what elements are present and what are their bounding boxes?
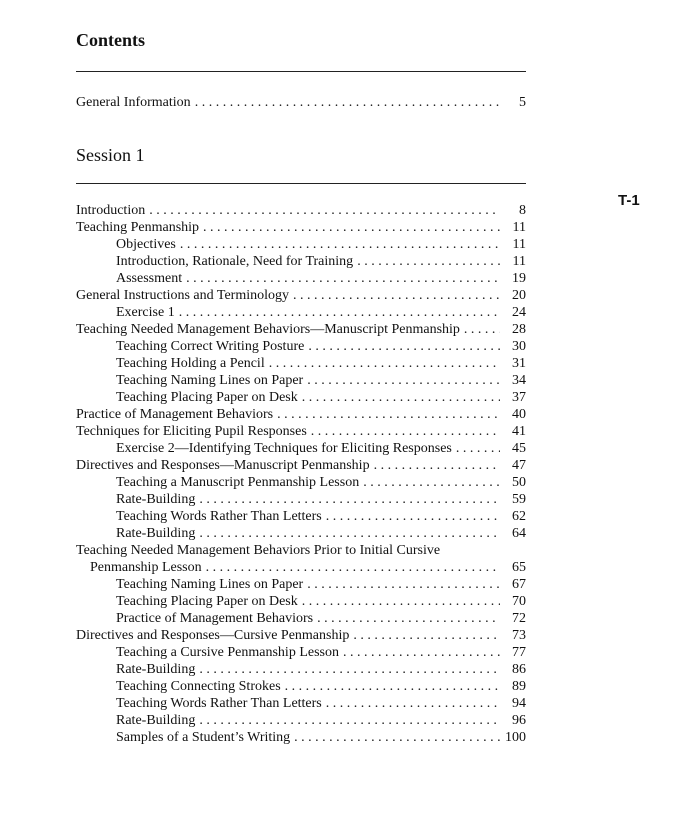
- toc-entry-page: 94: [512, 696, 526, 711]
- toc-entry[interactable]: [76, 338, 526, 355]
- dot-leader: [343, 644, 500, 661]
- dot-leader: [203, 219, 500, 236]
- dot-leader: [302, 593, 500, 610]
- toc-entry-title: Rate-Building: [116, 526, 196, 541]
- toc-entry[interactable]: [76, 627, 526, 644]
- toc-entry[interactable]: [76, 219, 526, 236]
- toc-entry-title: Teaching Needed Management Behaviors Prior to Initial Cursive: [76, 543, 441, 558]
- session-toc: [76, 202, 526, 746]
- toc-entry-page: 73: [512, 628, 526, 643]
- toc-entry-page: 47: [512, 458, 526, 473]
- toc-entry-title: Introduction, Rationale, Need for Training: [116, 254, 354, 269]
- toc-entry-page: 86: [512, 662, 526, 677]
- toc-entry-title: Directives and Responses—Cursive Penmanship: [76, 628, 350, 643]
- dot-leader: [195, 94, 500, 111]
- toc-entry[interactable]: [76, 270, 526, 287]
- toc-entry[interactable]: [76, 644, 526, 661]
- contents-heading: Contents: [76, 30, 146, 50]
- toc-entry-title: Assessment: [116, 271, 183, 286]
- page-tag: T-1: [618, 192, 640, 209]
- toc-entry[interactable]: [76, 576, 526, 593]
- dot-leader: [293, 287, 500, 304]
- toc-entry[interactable]: [76, 712, 526, 729]
- toc-entry[interactable]: [76, 202, 526, 219]
- dot-leader: [311, 423, 500, 440]
- toc-entry[interactable]: [76, 389, 526, 406]
- dot-leader: [180, 236, 500, 253]
- toc-entry-title: Rate-Building: [116, 492, 196, 507]
- toc-entry[interactable]: [76, 542, 526, 559]
- toc-entry[interactable]: [76, 593, 526, 610]
- dot-leader: [326, 508, 500, 525]
- dot-leader: [357, 253, 500, 270]
- dot-leader: [277, 406, 500, 423]
- toc-entry-title: Objectives: [116, 237, 176, 252]
- toc-entry-page: 77: [512, 645, 526, 660]
- dot-leader: [308, 338, 500, 355]
- toc-entry-page: 8: [519, 203, 526, 218]
- toc-entry-title: Teaching a Manuscript Penmanship Lesson: [116, 475, 360, 490]
- dot-leader: [179, 304, 500, 321]
- toc-entry-title: Practice of Management Behaviors: [116, 611, 314, 626]
- toc-entry-title: Rate-Building: [116, 713, 196, 728]
- dot-leader: [307, 372, 500, 389]
- dot-leader: [456, 440, 500, 457]
- toc-entry[interactable]: [76, 321, 526, 338]
- toc-entry-title: Samples of a Student’s Writing: [116, 730, 291, 745]
- toc-entry[interactable]: [76, 355, 526, 372]
- toc-entry-page: 41: [512, 424, 526, 439]
- toc-entry-title: General Instructions and Terminology: [76, 288, 289, 303]
- toc-entry-title: Teaching Naming Lines on Paper: [116, 373, 304, 388]
- toc-entry-title: Rate-Building: [116, 662, 196, 677]
- toc-entry[interactable]: [76, 474, 526, 491]
- toc-entry[interactable]: [76, 423, 526, 440]
- toc-entry-page: 11: [512, 254, 526, 269]
- toc-entry[interactable]: [76, 491, 526, 508]
- toc-entry-page: 20: [512, 288, 526, 303]
- toc-entry-title: Exercise 2—Identifying Techniques for Eliciting Responses: [116, 441, 452, 456]
- toc-entry-title: Exercise 1: [116, 305, 175, 320]
- toc-entry[interactable]: [76, 729, 526, 746]
- dot-leader: [464, 321, 500, 338]
- toc-entry-page: 64: [512, 526, 526, 541]
- dot-leader: [353, 627, 500, 644]
- toc-entry-page: 59: [512, 492, 526, 507]
- toc-entry-title: Teaching Placing Paper on Desk: [116, 594, 298, 609]
- toc-entry[interactable]: [76, 440, 526, 457]
- dot-leader: [374, 457, 500, 474]
- toc-entry-page: 19: [512, 271, 526, 286]
- toc-entry-title: General Information: [76, 95, 191, 110]
- toc-entry-general-information[interactable]: [76, 94, 526, 111]
- toc-entry-page: 5: [519, 95, 526, 110]
- top-rule: [76, 71, 526, 72]
- toc-entry[interactable]: [76, 661, 526, 678]
- session-title: Session 1: [76, 145, 145, 165]
- toc-entry-page: 65: [512, 560, 526, 575]
- toc-entry-page: 96: [512, 713, 526, 728]
- toc-entry-title: Teaching Penmanship: [76, 220, 200, 235]
- dot-leader: [363, 474, 500, 491]
- toc-entry[interactable]: [76, 406, 526, 423]
- toc-entry-title: Directives and Responses—Manuscript Penmanship: [76, 458, 370, 473]
- toc-entry-title: Teaching Words Rather Than Letters: [116, 509, 322, 524]
- toc-entry-page: 11: [512, 237, 526, 252]
- toc-entry-page: 45: [512, 441, 526, 456]
- dot-leader: [317, 610, 500, 627]
- toc-entry-page: 100: [505, 730, 526, 745]
- toc-entry-title: Teaching Placing Paper on Desk: [116, 390, 298, 405]
- toc-entry-page: 24: [512, 305, 526, 320]
- dot-leader: [199, 661, 500, 678]
- dot-leader: [199, 491, 500, 508]
- toc-entry-page: 70: [512, 594, 526, 609]
- toc-entry-page: 89: [512, 679, 526, 694]
- session-rule: [76, 183, 526, 184]
- toc-entry-title: Teaching Naming Lines on Paper: [116, 577, 304, 592]
- toc-entry-page: 62: [512, 509, 526, 524]
- toc-entry-title: Techniques for Eliciting Pupil Responses: [76, 424, 307, 439]
- toc-entry-title: Teaching Correct Writing Posture: [116, 339, 305, 354]
- toc-entry-page: 34: [512, 373, 526, 388]
- toc-entry-title: Teaching Connecting Strokes: [116, 679, 281, 694]
- toc-entry-page: 31: [512, 356, 526, 371]
- dot-leader: [199, 525, 500, 542]
- toc-entry[interactable]: [76, 559, 526, 576]
- toc-entry-title: Penmanship Lesson: [90, 560, 202, 575]
- dot-leader: [199, 712, 500, 729]
- dot-leader: [307, 576, 500, 593]
- toc-entry[interactable]: [76, 304, 526, 321]
- general-toc: [76, 94, 526, 111]
- toc-entry-title: Teaching a Cursive Penmanship Lesson: [116, 645, 339, 660]
- dot-leader: [294, 729, 500, 746]
- toc-entry-title: Teaching Needed Management Behaviors—Manuscript Penmanship: [76, 322, 460, 337]
- toc-entry-page: 28: [512, 322, 526, 337]
- toc-entry[interactable]: [76, 372, 526, 389]
- dot-leader: [149, 202, 500, 219]
- toc-entry-page: 50: [512, 475, 526, 490]
- toc-entry[interactable]: [76, 610, 526, 627]
- toc-entry-page: 72: [512, 611, 526, 626]
- toc-entry-title: Teaching Holding a Pencil: [116, 356, 265, 371]
- toc-entry[interactable]: [76, 457, 526, 474]
- dot-leader: [285, 678, 500, 695]
- toc-entry-title: Teaching Words Rather Than Letters: [116, 696, 322, 711]
- toc-entry[interactable]: [76, 508, 526, 525]
- toc-entry-page: 11: [512, 220, 526, 235]
- dot-leader: [302, 389, 500, 406]
- toc-entry-page: 40: [512, 407, 526, 422]
- toc-entry-title: Practice of Management Behaviors: [76, 407, 274, 422]
- toc-entry[interactable]: [76, 253, 526, 270]
- dot-leader: [269, 355, 500, 372]
- dot-leader: [206, 559, 500, 576]
- toc-entry[interactable]: [76, 678, 526, 695]
- toc-entry[interactable]: [76, 695, 526, 712]
- toc-entry-page: 30: [512, 339, 526, 354]
- toc-entry[interactable]: [76, 287, 526, 304]
- dot-leader: [186, 270, 500, 287]
- toc-entry[interactable]: [76, 525, 526, 542]
- dot-leader: [326, 695, 500, 712]
- toc-entry-page: 67: [512, 577, 526, 592]
- toc-entry-title: Introduction: [76, 203, 146, 218]
- toc-entry[interactable]: [76, 236, 526, 253]
- toc-entry-page: 37: [512, 390, 526, 405]
